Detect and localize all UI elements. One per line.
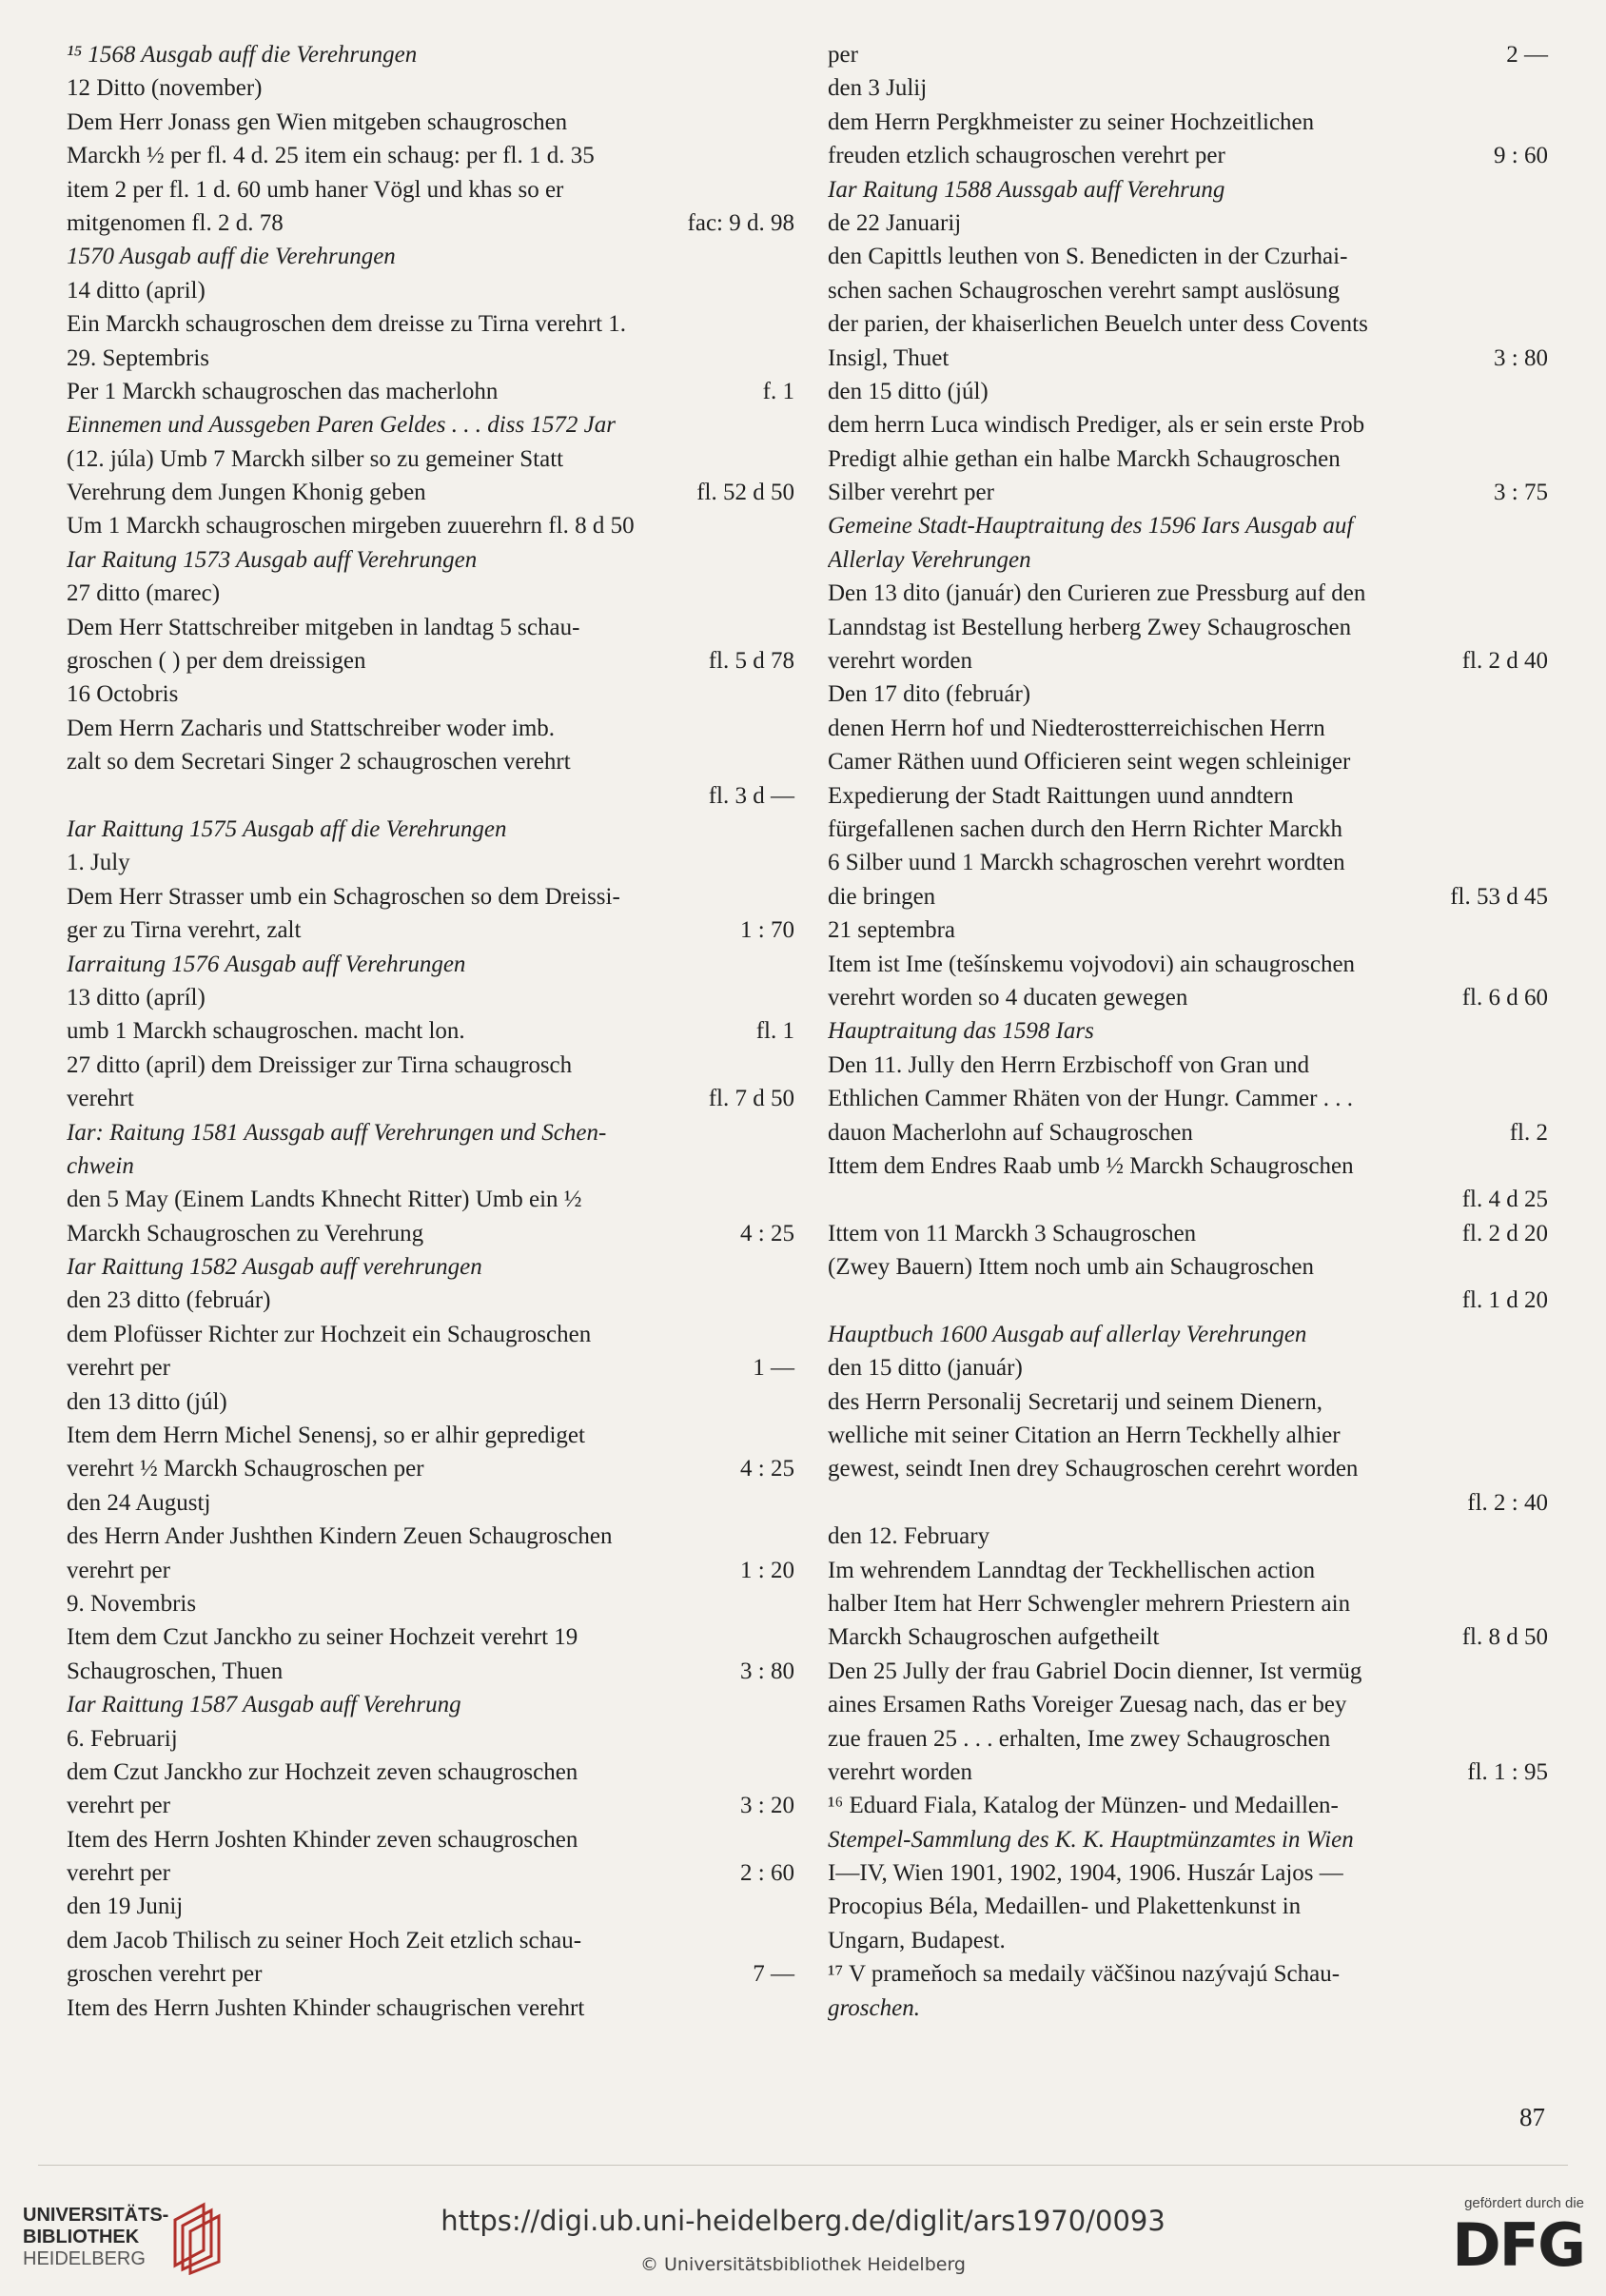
text-line <box>828 677 1548 711</box>
line-text: Iar Raitung 1588 Aussgab auff Verehrung <box>828 176 1225 203</box>
text-line <box>67 307 794 341</box>
line-text: Insigl, Thuet <box>828 344 950 371</box>
text-line <box>828 173 1548 206</box>
line-text: dem Jacob Thilisch zu seiner Hoch Zeit etzlich schau- <box>67 1927 582 1953</box>
line-text: zalt so dem Secretari Singer 2 schaugroschen verehrt <box>67 749 571 775</box>
text-line <box>67 71 794 105</box>
line-text: verehrt per <box>67 1557 170 1583</box>
text-line <box>67 1351 794 1384</box>
line-text: den 23 ditto (február) <box>67 1287 271 1314</box>
line-amount: 7 — <box>753 1961 794 1988</box>
line-text: Marckh ½ per fl. 4 d. 25 item ein schaug: per fl. 1 d. 35 <box>67 143 595 169</box>
line-text: groschen ( ) per dem dreissigen <box>67 648 366 675</box>
line-text <box>67 779 690 813</box>
text-line <box>67 1722 794 1756</box>
document-url-link[interactable]: https://digi.ub.uni-heidelberg.de/diglit/ars1970/0093 <box>441 2205 1165 2237</box>
text-line <box>67 106 794 139</box>
text-line <box>828 1890 1548 1923</box>
line-text: freuden etzlich schaugroschen verehrt per <box>828 143 1225 169</box>
line-text: Ungarn, Budapest. <box>828 1927 1006 1953</box>
text-line <box>67 1655 794 1688</box>
text-line <box>67 375 794 408</box>
line-text: verehrt worden <box>828 648 973 675</box>
line-text: den 15 ditto (júl) <box>828 378 989 404</box>
line-text: ger zu Tirna verehrt, zalt <box>67 917 302 944</box>
text-line <box>828 1486 1548 1520</box>
line-text: 6 Silber uund 1 Marckh schagroschen verehrt wordten <box>828 850 1345 876</box>
line-amount: 3 : 20 <box>740 1793 794 1819</box>
line-text: des Herrn Ander Jushthen Kindern Zeuen Schaugroschen <box>67 1523 613 1550</box>
line-text: Camer Räthen uund Officieren seint wegen schleiniger <box>828 749 1351 775</box>
line-amount: fl. 5 d 78 <box>708 648 794 675</box>
text-line <box>828 1756 1548 1789</box>
line-text: verehrt worden so 4 ducaten gewegen <box>828 984 1188 1011</box>
line-text: Silber verehrt per <box>828 480 994 506</box>
text-line <box>828 1082 1548 1115</box>
copyright-notice: © Universitätsbibliothek Heidelberg <box>639 2254 966 2275</box>
line-text: mitgenomen fl. 2 d. 78 <box>67 209 284 236</box>
text-line <box>67 1957 794 1991</box>
line-text: chwein <box>67 1152 134 1179</box>
right-text-column <box>828 38 1548 2025</box>
line-text: Gemeine Stadt-Hauptraitung des 1596 Iars Ausgab auf <box>828 513 1354 540</box>
text-line <box>67 846 794 879</box>
line-text: die bringen <box>828 883 936 910</box>
dfg-funding-logo[interactable] <box>1427 2195 1584 2281</box>
line-text: Ittem von 11 Marckh 3 Schaugroschen <box>828 1220 1197 1246</box>
line-amount: fl. 2 : 40 <box>1467 1489 1548 1516</box>
text-line <box>828 1351 1548 1384</box>
line-amount: 9 : 60 <box>1494 143 1548 169</box>
line-text: Marckh Schaugroschen zu Verehrung <box>67 1220 424 1246</box>
text-line <box>828 1722 1548 1756</box>
line-text: Iar: Raitung 1581 Aussgab auff Verehrungen und Schen- <box>67 1119 607 1146</box>
text-line <box>67 948 794 981</box>
line-text: verehrt ½ Marckh Schaugroschen per <box>67 1456 424 1482</box>
text-line <box>828 712 1548 745</box>
line-text: Ittem dem Endres Raab umb ½ Marckh Schaugroschen <box>828 1152 1354 1179</box>
text-line <box>828 543 1548 577</box>
line-text: 21 septembra <box>828 917 955 944</box>
line-text: dem Czut Janckho zur Hochzeit zeven schaugroschen <box>67 1758 578 1785</box>
line-text: Item ist Ime (tešínskemu vojvodovi) ain schaugroschen <box>828 951 1356 977</box>
text-line <box>828 408 1548 442</box>
line-amount: fl. 1 d 20 <box>1461 1287 1548 1314</box>
line-amount: 3 : 80 <box>740 1658 794 1684</box>
line-text: 13 ditto (apríl) <box>67 984 206 1011</box>
text-line <box>828 1688 1548 1721</box>
line-text: den 3 Julij <box>828 75 928 102</box>
text-line <box>828 106 1548 139</box>
text-line <box>67 1554 794 1587</box>
text-line <box>67 1992 794 2025</box>
text-line <box>828 442 1548 476</box>
line-text: Predigt alhie gethan ein halbe Marckh Schaugroschen <box>828 445 1341 472</box>
text-line <box>67 1856 794 1890</box>
line-text: fürgefallenen sachen durch den Herrn Richter Marckh <box>828 815 1342 842</box>
line-text: Stempel-Sammlung des K. K. Hauptmünzamtes in Wien <box>828 1826 1354 1853</box>
text-line <box>67 38 794 71</box>
line-text: (12. júla) Umb 7 Marckh silber so zu gemeiner Statt <box>67 445 564 472</box>
line-text: dem Plofüsser Richter zur Hochzeit ein Schaugroschen <box>67 1321 592 1347</box>
line-text: 29. Septembris <box>67 344 209 371</box>
text-line <box>828 1318 1548 1351</box>
text-line <box>828 1149 1548 1183</box>
text-line <box>828 71 1548 105</box>
line-text: Hauptbuch 1600 Ausgab auf allerlay Verehrungen <box>828 1321 1307 1347</box>
text-line <box>828 1049 1548 1082</box>
line-text: Den 11. Jully den Herrn Erzbischoff von Gran und <box>828 1051 1310 1078</box>
text-line <box>67 1385 794 1419</box>
text-line <box>67 644 794 677</box>
text-line <box>67 1217 794 1250</box>
text-line <box>828 779 1548 813</box>
line-amount: 2 — <box>1506 42 1548 68</box>
line-text: des Herrn Personalij Secretarij und seinem Dienern, <box>828 1388 1322 1415</box>
line-amount: f. 1 <box>762 378 794 404</box>
line-amount: 1 : 70 <box>740 917 794 944</box>
line-text: den Capittls leuthen von S. Benedicten in der Czurhai- <box>828 244 1348 270</box>
line-text: I—IV, Wien 1901, 1902, 1904, 1906. Huszár Lajos — <box>828 1860 1343 1887</box>
line-text: den 15 ditto (január) <box>828 1355 1023 1382</box>
text-line <box>828 745 1548 778</box>
text-line <box>828 1554 1548 1587</box>
line-text: welliche mit seiner Citation an Herrn Teckhelly alhier <box>828 1423 1341 1449</box>
line-text: groschen. <box>828 1994 920 2021</box>
line-text: Dem Herr Strasser umb ein Schagroschen so dem Dreissi- <box>67 883 620 910</box>
text-line <box>828 38 1548 71</box>
text-line <box>828 1116 1548 1149</box>
line-amount: fac: 9 d. 98 <box>687 209 794 236</box>
library-name-line2: BIBLIOTHEK <box>23 2227 140 2247</box>
line-text: 12 Ditto (november) <box>67 75 263 102</box>
line-text: Allerlay Verehrungen <box>828 546 1031 573</box>
text-line <box>828 1419 1548 1452</box>
text-line <box>828 1789 1548 1822</box>
text-line <box>67 476 794 509</box>
line-text: Iarraitung 1576 Ausgab auff Verehrungen <box>67 951 466 977</box>
line-text: Ein Marckh schaugroschen dem dreisse zu Tirna verehrt 1. <box>67 311 627 338</box>
text-line <box>828 139 1548 172</box>
line-text: der parien, der khaiserlichen Beuelch unter dess Covents <box>828 311 1368 338</box>
text-line <box>828 981 1548 1014</box>
text-line <box>67 1284 794 1317</box>
line-text: verehrt per <box>67 1860 170 1887</box>
text-line <box>67 1014 794 1048</box>
line-text: Schaugroschen, Thuen <box>67 1658 284 1684</box>
line-text <box>828 1284 1443 1317</box>
text-line <box>67 1318 794 1351</box>
text-line <box>828 611 1548 644</box>
text-line <box>828 813 1548 846</box>
text-line <box>67 1823 794 1856</box>
text-line <box>828 1587 1548 1620</box>
text-line <box>67 1149 794 1183</box>
line-text: den 13 ditto (júl) <box>67 1388 227 1415</box>
line-text: Lanndstag ist Bestellung herberg Zwey Schaugroschen <box>828 614 1352 640</box>
line-text: Um 1 Marckh schaugroschen mirgeben zuuerehrn fl. 8 d 50 <box>67 513 635 540</box>
text-line <box>67 813 794 846</box>
line-text: den 24 Augustj <box>67 1489 211 1516</box>
text-line <box>828 1385 1548 1419</box>
text-line <box>67 1520 794 1553</box>
line-text: Den 17 dito (február) <box>828 681 1031 708</box>
line-amount: fl. 4 d 25 <box>1461 1187 1548 1213</box>
line-text: 9. Novembris <box>67 1590 197 1617</box>
text-line <box>828 1856 1548 1890</box>
text-line <box>828 342 1548 375</box>
line-text: Im wehrendem Lanndtag der Teckhellischen action <box>828 1557 1316 1583</box>
text-line <box>828 240 1548 273</box>
line-text: Iar Raitung 1573 Ausgab auff Verehrungen <box>67 546 478 573</box>
line-text: den 12. February <box>828 1523 990 1550</box>
text-line <box>67 206 794 240</box>
line-amount: 4 : 25 <box>740 1220 794 1246</box>
line-text: gewest, seindt Inen drey Schaugroschen cerehrt worden <box>828 1456 1359 1482</box>
text-line <box>67 611 794 644</box>
text-line <box>828 1014 1548 1048</box>
text-line <box>67 139 794 172</box>
text-line <box>67 1688 794 1721</box>
funding-caption: gefördert durch die <box>1464 2195 1584 2211</box>
line-text: dauon Macherlohn auf Schaugroschen <box>828 1119 1193 1146</box>
text-line <box>67 1620 794 1654</box>
line-text: Item dem Czut Janckho zu seiner Hochzeit verehrt 19 <box>67 1624 578 1651</box>
line-text: groschen verehrt per <box>67 1961 263 1988</box>
line-text: Marckh Schaugroschen aufgetheilt <box>828 1624 1160 1651</box>
line-text: Iar Raittung 1587 Ausgab auff Verehrung <box>67 1692 461 1718</box>
text-line <box>828 1924 1548 1957</box>
text-line <box>67 543 794 577</box>
text-line <box>67 577 794 610</box>
line-text: 1570 Ausgab auff die Verehrungen <box>67 244 396 270</box>
line-amount: fl. 52 d 50 <box>696 480 794 506</box>
text-line <box>828 1992 1548 2025</box>
footer-bar <box>0 2165 1606 2296</box>
page-number: 87 <box>1519 2103 1545 2131</box>
text-line <box>67 442 794 476</box>
line-amount: fl. 8 d 50 <box>1461 1624 1548 1651</box>
line-text: zue frauen 25 . . . erhalten, Ime zwey Schaugroschen <box>828 1725 1331 1752</box>
text-line <box>67 408 794 442</box>
text-line <box>67 240 794 273</box>
text-line <box>828 880 1548 913</box>
text-line <box>828 577 1548 610</box>
line-text: Item des Herrn Joshten Khinder zeven schaugroschen <box>67 1826 578 1853</box>
text-line <box>67 342 794 375</box>
text-line <box>67 712 794 745</box>
line-text: Dem Herr Jonass gen Wien mitgeben schaugroschen <box>67 108 568 135</box>
text-line <box>828 1823 1548 1856</box>
text-line <box>67 1082 794 1115</box>
line-text: aines Ersamen Raths Voreiger Zuesag nach, das er bey <box>828 1692 1347 1718</box>
line-text: Item dem Herrn Michel Senensj, so er alhir geprediget <box>67 1423 585 1449</box>
left-text-column <box>67 38 794 2025</box>
line-text: ¹⁵ 1568 Ausgab auff die Verehrungen <box>67 42 418 68</box>
line-text: Dem Herr Stattschreiber mitgeben in landtag 5 schau- <box>67 614 580 640</box>
line-text: dem Herrn Pergkhmeister zu seiner Hochzeitlichen <box>828 108 1315 135</box>
line-text: de 22 Januarij <box>828 209 962 236</box>
text-line <box>67 1756 794 1789</box>
line-text: Einnemen und Aussgeben Paren Geldes . . . diss 1572 Jar <box>67 412 617 439</box>
text-line <box>67 1890 794 1923</box>
text-line <box>67 1419 794 1452</box>
line-text <box>828 1486 1448 1520</box>
library-name-line3: HEIDELBERG <box>23 2248 146 2269</box>
text-line <box>828 1250 1548 1284</box>
line-text: verehrt worden <box>828 1758 973 1785</box>
line-amount: fl. 2 d 20 <box>1461 1220 1548 1246</box>
text-line <box>67 981 794 1014</box>
text-line <box>67 1116 794 1149</box>
text-line <box>828 1520 1548 1553</box>
line-text: umb 1 Marckh schaugroschen. macht lon. <box>67 1018 465 1045</box>
line-text: Per 1 Marckh schaugroschen das macherlohn <box>67 378 499 404</box>
text-line <box>67 913 794 947</box>
text-line <box>67 880 794 913</box>
text-line <box>828 476 1548 509</box>
line-text: Item des Herrn Jushten Khinder schaugrischen verehrt <box>67 1994 585 2021</box>
line-text: Expedierung der Stadt Raittungen uund anndtern <box>828 782 1294 809</box>
text-line <box>828 1655 1548 1688</box>
line-text: 14 ditto (april) <box>67 277 206 304</box>
text-line <box>828 846 1548 879</box>
line-text: 27 ditto (marec) <box>67 580 221 607</box>
line-text: schen sachen Schaugroschen verehrt sampt auslösung <box>828 277 1341 304</box>
text-line <box>828 1183 1548 1216</box>
line-text: Den 13 dito (január) den Curieren zue Pressburg auf den <box>828 580 1366 607</box>
line-text: Dem Herrn Zacharis und Stattschreiber woder imb. <box>67 715 556 741</box>
line-amount: 1 — <box>753 1355 794 1382</box>
line-text: per <box>828 42 858 68</box>
text-line <box>67 1486 794 1520</box>
line-amount: fl. 7 d 50 <box>708 1086 794 1112</box>
text-line <box>67 173 794 206</box>
text-line <box>67 274 794 307</box>
text-line <box>67 745 794 778</box>
line-text: item 2 per fl. 1 d. 60 umb haner Vögl und khas so er <box>67 176 564 203</box>
text-line <box>67 1924 794 1957</box>
line-text: ¹⁶ Eduard Fiala, Katalog der Münzen- und Medaillen- <box>828 1793 1339 1819</box>
line-text: Procopius Béla, Medaillen- und Plakettenkunst in <box>828 1894 1302 1920</box>
line-text: denen Herrn hof und Niedterostterreichischen Herrn <box>828 715 1325 741</box>
line-text: dem herrn Luca windisch Prediger, als er sein erste Prob <box>828 412 1365 439</box>
line-text: ¹⁷ V prameňoch sa medaily väčšinou nazývajú Schau- <box>828 1961 1341 1988</box>
text-line <box>828 913 1548 947</box>
text-line <box>828 948 1548 981</box>
text-line <box>67 1183 794 1216</box>
line-text: Ethlichen Cammer Rhäten von der Hungr. Cammer . . . <box>828 1086 1353 1112</box>
line-text: Verehrung dem Jungen Khonig geben <box>67 480 426 506</box>
line-amount: fl. 6 d 60 <box>1461 984 1548 1011</box>
line-text: 16 Octobris <box>67 681 179 708</box>
line-amount: fl. 2 <box>1509 1119 1548 1146</box>
line-text: halber Item hat Herr Schwengler mehrern Priestern ain <box>828 1590 1351 1617</box>
text-line <box>67 779 794 813</box>
text-line <box>828 644 1548 677</box>
line-text: verehrt per <box>67 1355 170 1382</box>
line-amount: fl. 53 d 45 <box>1450 883 1548 910</box>
line-text: Hauptraitung das 1598 Iars <box>828 1018 1094 1045</box>
line-amount: fl. 1 <box>755 1018 794 1045</box>
line-text: den 5 May (Einem Landts Khnecht Ritter) Umb ein ½ <box>67 1187 582 1213</box>
library-name-line1: UNIVERSITÄTS- <box>23 2205 169 2226</box>
text-line <box>67 1789 794 1822</box>
text-line <box>828 206 1548 240</box>
text-line <box>67 1587 794 1620</box>
line-amount: 1 : 20 <box>740 1557 794 1583</box>
footer-divider <box>38 2165 1568 2166</box>
line-amount: 2 : 60 <box>740 1860 794 1887</box>
dfg-logo-icon: DFG <box>1452 2210 1584 2280</box>
line-amount: fl. 2 d 40 <box>1461 648 1548 675</box>
line-amount: fl. 3 d — <box>708 782 794 809</box>
line-text <box>828 1183 1443 1216</box>
line-amount: 4 : 25 <box>740 1456 794 1482</box>
line-text: (Zwey Bauern) Ittem noch umb ain Schaugroschen <box>828 1254 1314 1281</box>
text-line <box>828 307 1548 341</box>
text-line <box>828 375 1548 408</box>
text-line <box>828 274 1548 307</box>
text-line <box>67 1250 794 1284</box>
line-text: Iar Raittung 1575 Ausgab aff die Verehrungen <box>67 815 507 842</box>
text-line <box>828 1217 1548 1250</box>
text-line <box>67 509 794 542</box>
line-text: den 19 Junij <box>67 1894 184 1920</box>
text-line <box>828 1452 1548 1485</box>
line-text: 6. Februarij <box>67 1725 178 1752</box>
line-text: Iar Raittung 1582 Ausgab auff verehrungen <box>67 1254 482 1281</box>
text-line <box>67 677 794 711</box>
line-text: 1. July <box>67 850 130 876</box>
line-text: verehrt per <box>67 1793 170 1819</box>
text-line <box>828 1620 1548 1654</box>
line-text: verehrt <box>67 1086 134 1112</box>
line-text: 27 ditto (april) dem Dreissiger zur Tirna schaugrosch <box>67 1051 573 1078</box>
text-line <box>67 1049 794 1082</box>
line-amount: 3 : 75 <box>1494 480 1548 506</box>
text-line <box>828 509 1548 542</box>
line-amount: fl. 1 : 95 <box>1467 1758 1548 1785</box>
line-text: Den 25 Jully der frau Gabriel Docin dienner, Ist vermüg <box>828 1658 1362 1684</box>
text-line <box>828 1957 1548 1991</box>
text-line <box>67 1452 794 1485</box>
line-amount: 3 : 80 <box>1494 344 1548 371</box>
text-line <box>828 1284 1548 1317</box>
